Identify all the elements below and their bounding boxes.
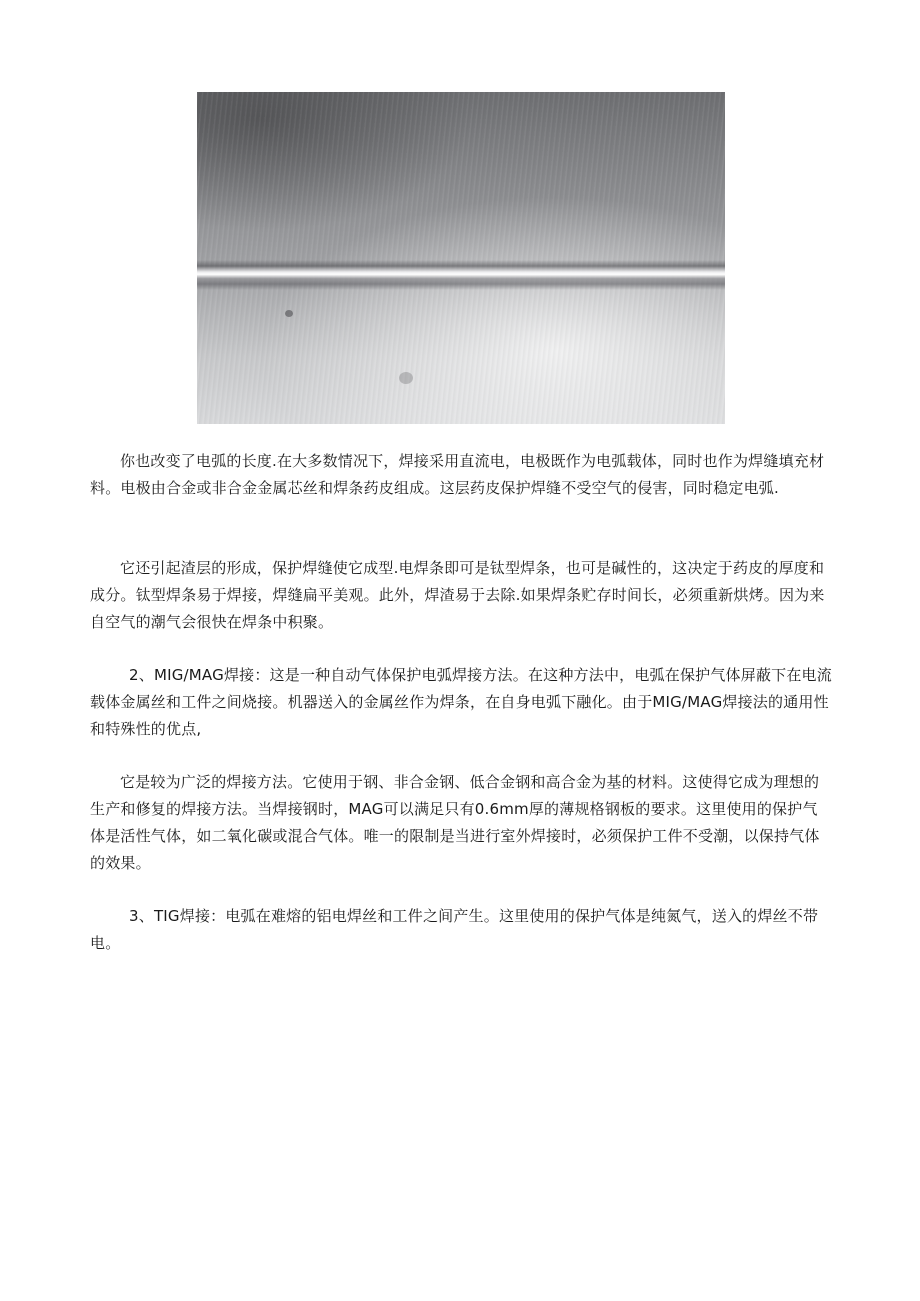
brushed-metal-texture: [197, 92, 725, 424]
surface-spot: [285, 310, 293, 317]
weld-seam-photo: [197, 92, 725, 424]
paragraph-mig-mag: 2、MIG/MAG焊接：这是一种自动气体保护电弧焊接方法。在这种方法中，电弧在保护气体屏蔽下在电流载体金属丝和工件之间烧接。机器送入的金属丝作为焊条，在自身电弧下融化。由于MIG/MAG焊接法的通用性和特殊性的优点,: [90, 666, 832, 738]
paragraph-slag-layer: 它还引起渣层的形成，保护焊缝使它成型.电焊条即可是钛型焊条，也可是碱性的，这决定于药皮的厚度和成分。钛型焊条易于焊接，焊缝扁平美观。此外，焊渣易于去除.如果焊条贮存时间长，必须重新烘烤。因为来自空气的潮气会很快在焊条中积聚。: [90, 559, 825, 631]
paragraph-tig: 3、TIG焊接：电弧在难熔的铝电焊丝和工件之间产生。这里使用的保护气体是纯氮气，送入的焊丝不带电。: [90, 907, 819, 952]
weld-seam-line: [197, 260, 725, 290]
paragraph-mig-mag-usage: 它是较为广泛的焊接方法。它使用于钢、非合金钢、低合金钢和高合金为基的材料。这使得它成为理想的生产和修复的焊接方法。当焊接钢时，MAG可以满足只有0.6mm厚的薄规格钢板的要求。这里使用的保护气体是活性气体，如二氧化碳或混合气体。唯一的限制是当进行室外焊接时，必须保护工件不受潮，以保持气体的效果。: [90, 773, 820, 872]
surface-spot: [399, 372, 413, 384]
paragraph-arc-length: 你也改变了电弧的长度.在大多数情况下，焊接采用直流电，电极既作为电弧载体，同时也作为焊缝填充材料。电极由合金或非合金金属芯丝和焊条药皮组成。这层药皮保护焊缝不受空气的侵害，同时稳定电弧.: [90, 452, 825, 497]
